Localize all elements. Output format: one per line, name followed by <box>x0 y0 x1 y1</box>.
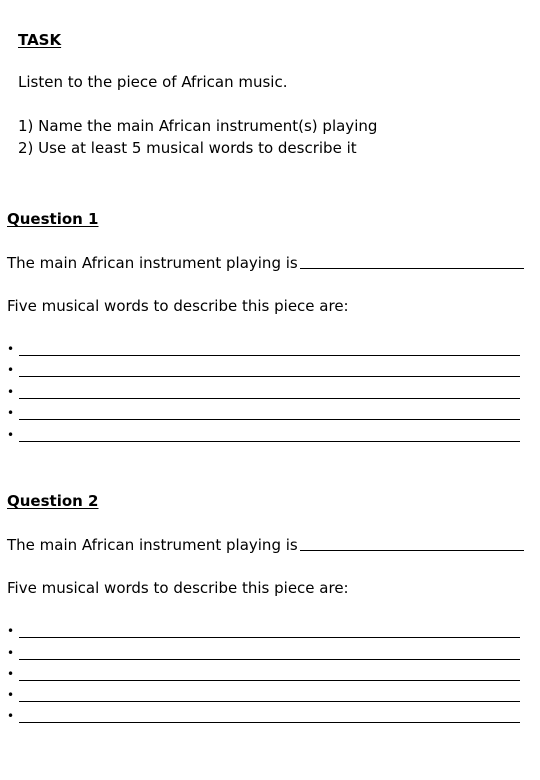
task-instruction-2: 2) Use at least 5 musical words to describe it <box>18 139 357 157</box>
question-2-instrument-answer-line[interactable] <box>300 550 524 551</box>
question-1-word-line-2[interactable] <box>19 376 520 377</box>
bullet-icon: • <box>7 624 15 638</box>
question-1-heading: Question 1 <box>7 210 99 228</box>
bullet-icon: • <box>7 667 15 681</box>
question-1-words-prompt: Five musical words to describe this piece are: <box>7 297 349 315</box>
question-2-words-prompt: Five musical words to describe this piece are: <box>7 579 349 597</box>
bullet-icon: • <box>7 363 15 377</box>
task-intro: Listen to the piece of African music. <box>18 73 288 91</box>
question-1-word-line-3[interactable] <box>19 398 520 399</box>
question-1-instrument-prompt: The main African instrument playing is <box>7 254 298 272</box>
bullet-icon: • <box>7 406 15 420</box>
bullet-icon: • <box>7 342 15 356</box>
question-2-instrument-prompt: The main African instrument playing is <box>7 536 298 554</box>
question-2-word-line-1[interactable] <box>19 637 520 638</box>
question-2-word-line-3[interactable] <box>19 680 520 681</box>
question-1-word-line-5[interactable] <box>19 441 520 442</box>
question-2-word-line-5[interactable] <box>19 722 520 723</box>
bullet-icon: • <box>7 385 15 399</box>
question-2-word-line-2[interactable] <box>19 659 520 660</box>
question-1-instrument-answer-line[interactable] <box>300 268 524 269</box>
question-2-word-line-4[interactable] <box>19 701 520 702</box>
question-1-word-line-1[interactable] <box>19 355 520 356</box>
bullet-icon: • <box>7 688 15 702</box>
question-2-heading: Question 2 <box>7 492 99 510</box>
task-instruction-1: 1) Name the main African instrument(s) playing <box>18 117 378 135</box>
question-1-word-line-4[interactable] <box>19 419 520 420</box>
task-heading: TASK <box>18 31 62 49</box>
bullet-icon: • <box>7 709 15 723</box>
bullet-icon: • <box>7 646 15 660</box>
bullet-icon: • <box>7 428 15 442</box>
